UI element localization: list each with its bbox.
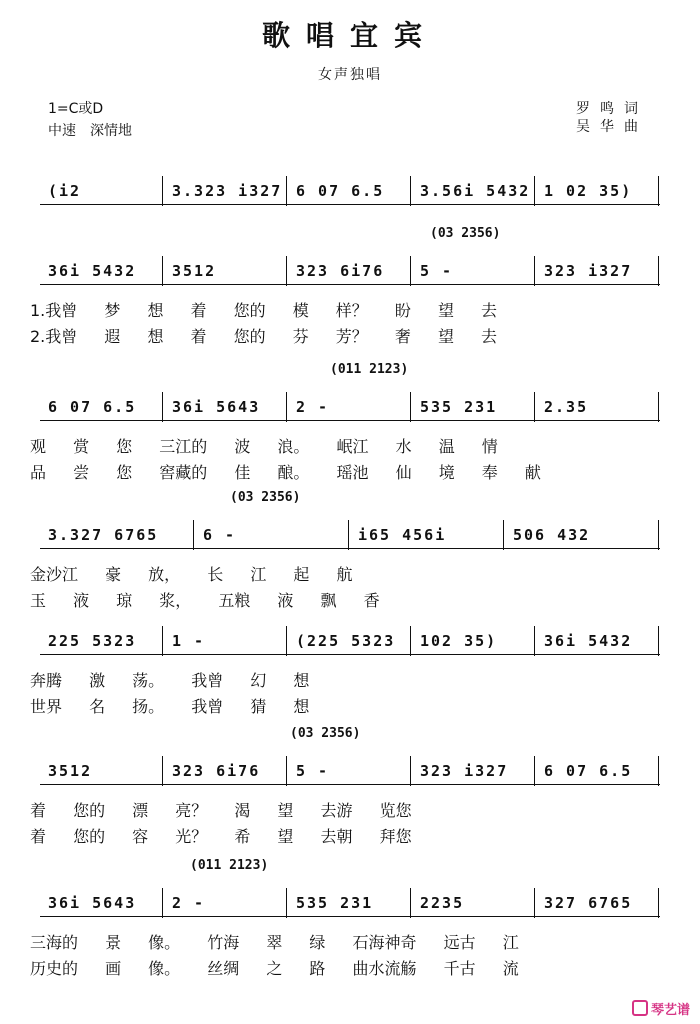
bar-line bbox=[348, 520, 349, 550]
bar-line bbox=[503, 520, 504, 550]
bar-line bbox=[658, 520, 659, 550]
tempo-marking: 中速 深情地 bbox=[48, 123, 132, 139]
notation-row bbox=[0, 632, 700, 656]
measure: 225 5323 bbox=[48, 632, 137, 650]
bar-line bbox=[534, 176, 535, 206]
measure: (i2 bbox=[48, 182, 82, 200]
bar-line bbox=[410, 176, 411, 206]
bar-line bbox=[410, 256, 411, 286]
measure: 5 - bbox=[420, 262, 454, 280]
measure: 535 231 bbox=[420, 398, 498, 416]
song-title: 歌唱宜宾 bbox=[261, 19, 438, 52]
measure: 323 i327 bbox=[420, 762, 509, 780]
bar-line bbox=[162, 756, 163, 786]
bar-line bbox=[162, 626, 163, 656]
lyricist-credit: 罗鸣词 bbox=[576, 101, 648, 117]
notation-row bbox=[0, 398, 700, 422]
bar-line bbox=[286, 256, 287, 286]
lyrics-verse-1: 1.我曾 梦 想 着 您的 模 样？ 盼 望 去 bbox=[30, 301, 498, 320]
beam-line bbox=[40, 204, 660, 207]
measure: 3.323 i327 bbox=[172, 182, 283, 200]
beam-line bbox=[40, 916, 660, 919]
cue-notes: (03 2356) bbox=[230, 490, 301, 505]
measure: 6 07 6.5 bbox=[296, 182, 385, 200]
bar-line bbox=[410, 888, 411, 918]
lyrics-verse-2: 玉 液 琼 浆， 五粮 液 飘 香 bbox=[30, 591, 380, 610]
measure: 535 231 bbox=[296, 894, 374, 912]
measure: 3512 bbox=[48, 762, 93, 780]
measure: (225 5323 bbox=[296, 632, 396, 650]
measure: 1 - bbox=[172, 632, 206, 650]
cue-notes: (011 2123) bbox=[330, 362, 409, 377]
beam-line bbox=[40, 784, 660, 787]
lyrics-verse-1: 观 赏 您 三江的 波 浪。 岷江 水 温 情 bbox=[30, 437, 498, 456]
bar-line bbox=[286, 176, 287, 206]
cue-notes: (03 2356) bbox=[430, 226, 501, 241]
measure: 3.56i 5432 bbox=[420, 182, 531, 200]
key-signature: 1=C或D bbox=[48, 101, 104, 117]
cue-notes: (011 2123) bbox=[190, 858, 269, 873]
measure: 327 6765 bbox=[544, 894, 633, 912]
bar-line bbox=[658, 256, 659, 286]
lyrics-verse-2: 历史的 画 像。 丝绸 之 路 曲水流觞 千古 流 bbox=[30, 959, 519, 978]
measure: 5 - bbox=[296, 762, 330, 780]
bar-line bbox=[534, 756, 535, 786]
measure: 6 - bbox=[203, 526, 237, 544]
watermark-icon bbox=[632, 1000, 648, 1016]
bar-line bbox=[162, 888, 163, 918]
measure: 6 07 6.5 bbox=[544, 762, 633, 780]
measure: 3512 bbox=[172, 262, 217, 280]
lyrics-verse-2: 2.我曾 遐 想 着 您的 芬 芳？ 奢 望 去 bbox=[30, 327, 498, 346]
measure: 36i 5432 bbox=[544, 632, 633, 650]
lyrics-verse-2: 品 尝 您 窖藏的 佳 酿。 瑶池 仙 境 奉 献 bbox=[30, 463, 541, 482]
measure: 323 6i76 bbox=[172, 762, 261, 780]
notation-row bbox=[0, 262, 700, 286]
measure: 2.35 bbox=[544, 398, 589, 416]
bar-line bbox=[162, 392, 163, 422]
measure: 36i 5432 bbox=[48, 262, 137, 280]
measure: 323 i327 bbox=[544, 262, 633, 280]
measure: 36i 5643 bbox=[48, 894, 137, 912]
measure: 102 35) bbox=[420, 632, 498, 650]
song-subtitle: 女声独唱 bbox=[318, 67, 382, 83]
beam-line bbox=[40, 548, 660, 551]
beam-line bbox=[40, 284, 660, 287]
bar-line bbox=[658, 888, 659, 918]
measure: 323 6i76 bbox=[296, 262, 385, 280]
lyrics-verse-2: 世界 名 扬。 我曾 猜 想 bbox=[30, 697, 310, 716]
bar-line bbox=[162, 176, 163, 206]
notation-row bbox=[0, 182, 700, 206]
bar-line bbox=[286, 888, 287, 918]
measure: 2235 bbox=[420, 894, 465, 912]
measure: 506 432 bbox=[513, 526, 591, 544]
measure: i65 456i bbox=[358, 526, 447, 544]
measure: 36i 5643 bbox=[172, 398, 261, 416]
bar-line bbox=[286, 756, 287, 786]
notation-row bbox=[0, 894, 700, 918]
measure: 6 07 6.5 bbox=[48, 398, 137, 416]
bar-line bbox=[534, 888, 535, 918]
measure: 2 - bbox=[172, 894, 206, 912]
bar-line bbox=[162, 256, 163, 286]
beam-line bbox=[40, 654, 660, 657]
bar-line bbox=[658, 176, 659, 206]
cue-notes: (03 2356) bbox=[290, 726, 361, 741]
bar-line bbox=[410, 756, 411, 786]
bar-line bbox=[286, 392, 287, 422]
watermark-text: 琴艺谱 bbox=[650, 1003, 690, 1018]
bar-line bbox=[658, 756, 659, 786]
lyrics-verse-1: 金沙江 豪 放， 长 江 起 航 bbox=[30, 565, 353, 584]
bar-line bbox=[534, 256, 535, 286]
lyrics-verse-2: 着 您的 容 光？ 希 望 去朝 拜您 bbox=[30, 827, 412, 846]
bar-line bbox=[658, 626, 659, 656]
notation-row bbox=[0, 762, 700, 786]
bar-line bbox=[534, 626, 535, 656]
composer-credit: 吴华曲 bbox=[576, 119, 648, 135]
bar-line bbox=[658, 392, 659, 422]
bar-line bbox=[193, 520, 194, 550]
measure: 3.327 6765 bbox=[48, 526, 159, 544]
measure: 2 - bbox=[296, 398, 330, 416]
lyrics-verse-1: 三海的 景 像。 竹海 翠 绿 石海神奇 远古 江 bbox=[30, 933, 519, 952]
watermark-logo bbox=[632, 999, 690, 1018]
beam-line bbox=[40, 420, 660, 423]
measure: 1 02 35) bbox=[544, 182, 633, 200]
bar-line bbox=[286, 626, 287, 656]
bar-line bbox=[410, 626, 411, 656]
notation-row bbox=[0, 526, 700, 550]
lyrics-verse-1: 着 您的 漂 亮？ 渴 望 去游 览您 bbox=[30, 801, 412, 820]
lyrics-verse-1: 奔腾 激 荡。 我曾 幻 想 bbox=[30, 671, 310, 690]
bar-line bbox=[410, 392, 411, 422]
bar-line bbox=[534, 392, 535, 422]
